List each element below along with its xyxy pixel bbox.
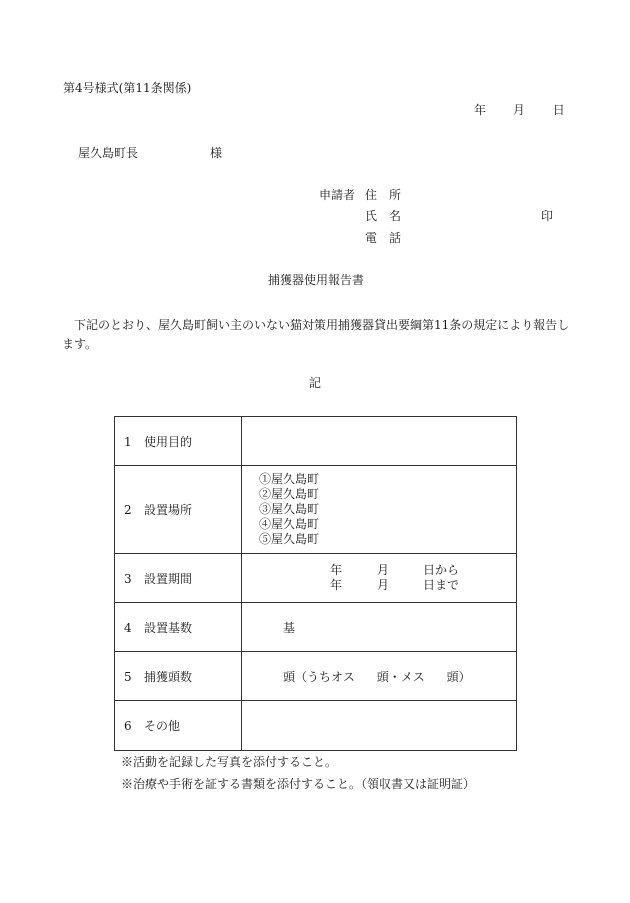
- row-label: [115, 554, 242, 603]
- recipient-honorific: 様: [210, 146, 223, 160]
- row-label: [115, 701, 242, 751]
- table-row: [115, 701, 517, 751]
- list-item: ⑤屋久島町: [259, 532, 320, 546]
- table-row: [115, 603, 517, 652]
- count-field[interactable]: [242, 603, 517, 652]
- form-number: 第4号様式(第11条関係): [63, 81, 192, 95]
- table-row: [115, 652, 517, 701]
- row-number: 4: [124, 620, 132, 635]
- date-day: 日: [552, 103, 565, 117]
- period-from-day: 日から: [423, 563, 460, 577]
- period-lines: [242, 563, 516, 593]
- row-label: [115, 466, 242, 554]
- row-label-text: 設置期間: [144, 571, 193, 586]
- row-label-text: その他: [144, 719, 181, 733]
- row-label-text: 捕獲頭数: [144, 669, 193, 684]
- applicant-label: 申請者: [319, 188, 356, 202]
- ki-heading: 記: [309, 376, 322, 390]
- document-title: 捕獲器使用報告書: [268, 273, 365, 287]
- period-to-day: 日まで: [423, 578, 460, 592]
- recipient-name: 屋久島町長: [78, 146, 139, 160]
- date-month: 月: [512, 103, 525, 117]
- period-to-year: 年: [330, 578, 343, 592]
- row-number: 5: [124, 669, 132, 684]
- table-row: [115, 466, 517, 554]
- row-number: 2: [124, 503, 132, 517]
- captured-female: 頭・メス: [376, 669, 425, 684]
- list-item: ①屋久島町: [259, 472, 320, 486]
- table-row: [115, 554, 517, 603]
- body-paragraph: 下記のとおり、屋久島町飼い主のいない猫対策用捕獲器貸出要綱第11条の規定により報告します。: [62, 318, 570, 351]
- phone-label: 電 話: [365, 231, 402, 245]
- row-label: [115, 603, 242, 652]
- other-field[interactable]: [242, 701, 517, 751]
- row-label: [115, 417, 242, 466]
- row-label: [115, 652, 242, 701]
- row-label-text: 設置場所: [144, 503, 193, 517]
- purpose-field[interactable]: [242, 417, 517, 466]
- row-label-text: 使用目的: [144, 434, 193, 449]
- captured-head: 頭（うちオス: [283, 669, 355, 684]
- date-line: [474, 104, 565, 116]
- seal-mark: 印: [541, 209, 554, 223]
- period-field[interactable]: [242, 554, 517, 603]
- period-from-year: 年: [330, 563, 343, 577]
- location-field[interactable]: [242, 466, 517, 554]
- row-number: 1: [124, 434, 132, 449]
- places-list: [242, 472, 516, 547]
- address-label: 住 所: [365, 188, 402, 202]
- note-documents: ※治療や手術を証する書類を添付すること。（領収書又は証明証）: [121, 777, 476, 791]
- period-to-month: 月: [377, 578, 390, 592]
- table-row: [115, 417, 517, 466]
- period-from-month: 月: [377, 563, 390, 577]
- captured-field[interactable]: [242, 652, 517, 701]
- row-number: 6: [124, 719, 132, 733]
- row-number: 3: [124, 571, 132, 586]
- recipient: [78, 146, 223, 160]
- list-item: ②屋久島町: [259, 487, 320, 501]
- list-item: ③屋久島町: [259, 502, 320, 516]
- list-item: ④屋久島町: [259, 517, 320, 531]
- captured-end: 頭）: [446, 669, 471, 684]
- name-label: 氏 名: [365, 209, 402, 223]
- note-photo: ※活動を記録した写真を添付すること。: [121, 755, 338, 769]
- row-label-text: 設置基数: [144, 620, 193, 635]
- date-year: 年: [474, 103, 487, 117]
- count-unit: 基: [283, 620, 296, 635]
- report-table: [114, 416, 517, 751]
